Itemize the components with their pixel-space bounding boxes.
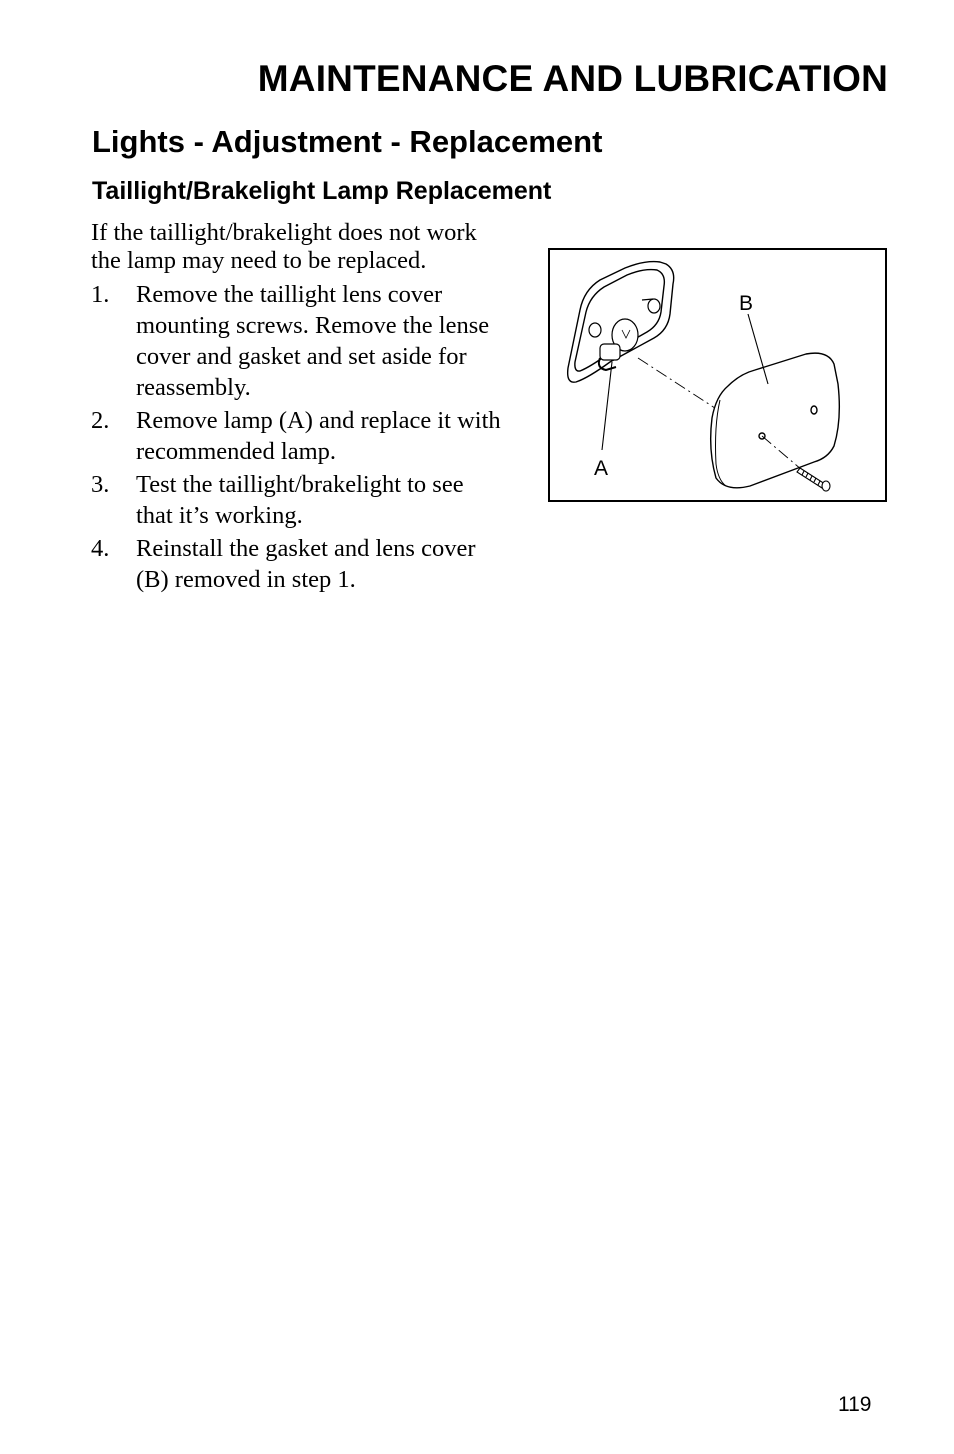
step-number: 4. <box>91 535 110 562</box>
subsection-title: Taillight/Brakelight Lamp Replacement <box>92 177 552 205</box>
step-text: Reinstall the gasket and lens cover (B) removed in step 1. <box>136 535 476 593</box>
page-number: 119 <box>838 1393 872 1416</box>
step-text: Remove the taillight lens cover mounting screws. Remove the lense cover and gasket and set aside for reassembly. <box>136 281 490 401</box>
chapter-title: MAINTENANCE AND LUBRICATION <box>257 58 888 99</box>
mounting-screw <box>797 468 830 491</box>
steps-list <box>91 279 501 595</box>
list-item <box>91 469 501 531</box>
callout-label-a: A <box>594 457 609 480</box>
callout-label-b: B <box>739 292 754 315</box>
list-item <box>91 279 501 403</box>
taillight-figure <box>548 248 887 502</box>
intro-paragraph: If the taillight/brakelight does not work the lamp may need to be replaced. <box>91 219 477 274</box>
leader-line-a <box>602 362 612 450</box>
step-text: Remove lamp (A) and replace it with recommended lamp. <box>136 407 501 465</box>
body-text <box>91 219 501 597</box>
list-item <box>91 405 501 467</box>
step-number: 3. <box>91 471 110 498</box>
lens-cover <box>711 353 840 488</box>
step-number: 1. <box>91 281 110 308</box>
step-text: Test the taillight/brakelight to see that it’s working. <box>136 471 464 529</box>
step-number: 2. <box>91 407 110 434</box>
list-item <box>91 533 501 595</box>
section-title: Lights - Adjustment - Replacement <box>92 124 603 159</box>
